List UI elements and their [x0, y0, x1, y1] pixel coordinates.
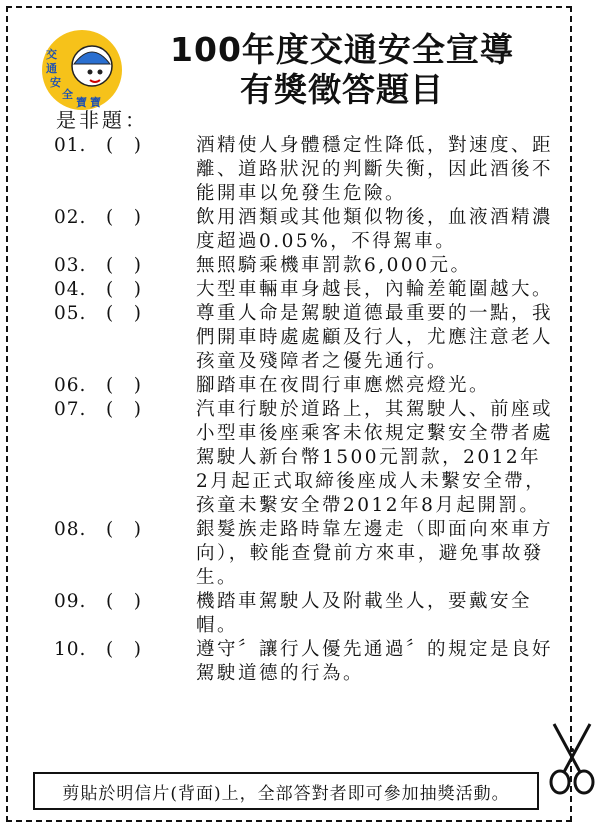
svg-text:寶: 寶 [76, 96, 87, 109]
title-line-1: 100年度交通安全宣導 [170, 30, 514, 69]
question-item [54, 518, 554, 590]
svg-text:安: 安 [50, 76, 61, 89]
question-item [54, 638, 554, 686]
title-line-2: 有獎徵答題目 [240, 70, 444, 109]
question-text: 飲用酒類或其他類似物後，血液酒精濃度超過0.05%，不得駕車。 [196, 207, 554, 252]
question-text: 大型車輛車身越長，內輪差範圍越大。 [196, 279, 554, 300]
question-item [54, 590, 554, 638]
answer-blank[interactable]: ( ) [106, 519, 142, 540]
svg-text:全: 全 [62, 88, 73, 101]
question-text: 無照騎乘機車罰款6,000元。 [196, 255, 472, 276]
answer-blank[interactable]: ( ) [106, 591, 142, 612]
answer-blank[interactable]: ( ) [106, 255, 142, 276]
question-number: 03. [54, 255, 87, 276]
question-text: 銀髮族走路時靠左邊走（即面向來車方向），較能查覺前方來車，避免事故發生。 [196, 519, 554, 588]
question-item [54, 374, 554, 398]
svg-text:寶: 寶 [90, 96, 101, 109]
question-text: 遵守〞讓行人優先通過〞的規定是良好駕駛道德的行為。 [196, 639, 554, 684]
page-title [132, 30, 552, 110]
question-number: 10. [54, 639, 87, 660]
question-text: 機踏車駕駛人及附載坐人，要戴安全帽。 [196, 591, 533, 636]
question-text: 汽車行駛於道路上，其駕駛人、前座或小型車後座乘客未依規定繫安全帶者處駕駛人新台幣1500元罰款，2012年2月起正式取締後座成人未繫安全帶，孩童未繫安全帶2012年8月起開罰。 [196, 399, 554, 516]
question-number: 05. [54, 303, 87, 324]
question-item [54, 134, 554, 206]
question-number: 09. [54, 591, 87, 612]
question-text: 腳踏車在夜間行車應燃亮燈光。 [196, 375, 491, 396]
svg-text:交: 交 [46, 48, 57, 61]
instruction-box [33, 772, 539, 810]
question-item [54, 302, 554, 374]
question-number: 07. [54, 399, 87, 420]
answer-blank[interactable]: ( ) [106, 639, 142, 660]
question-number: 04. [54, 279, 87, 300]
answer-blank[interactable]: ( ) [106, 207, 142, 228]
question-number: 06. [54, 375, 87, 396]
scissors-icon [544, 718, 600, 796]
answer-blank[interactable]: ( ) [106, 303, 142, 324]
section-label: 是非題： [56, 108, 148, 132]
question-item [54, 398, 554, 518]
answer-blank[interactable]: ( ) [106, 399, 142, 420]
answer-blank[interactable]: ( ) [106, 279, 142, 300]
question-item [54, 254, 554, 278]
question-item [54, 206, 554, 254]
question-number: 01. [54, 135, 87, 156]
answer-blank[interactable]: ( ) [106, 375, 142, 396]
question-text: 酒精使人身體穩定性降低，對速度、距離、道路狀況的判斷失衡，因此酒後不能開車以免發生危險。 [196, 135, 554, 204]
question-number: 08. [54, 519, 87, 540]
answer-blank[interactable]: ( ) [106, 135, 142, 156]
traffic-safety-baby-logo [40, 28, 124, 112]
instruction-text: 剪貼於明信片(背面)上，全部答對者即可參加抽獎活動。 [62, 783, 510, 804]
svg-text:通: 通 [46, 62, 57, 75]
question-text: 尊重人命是駕駛道德最重要的一點，我們開車時處處顧及行人，尤應注意老人孩童及殘障者之優先通行。 [196, 303, 554, 372]
question-list [54, 134, 554, 686]
question-item [54, 278, 554, 302]
question-number: 02. [54, 207, 87, 228]
